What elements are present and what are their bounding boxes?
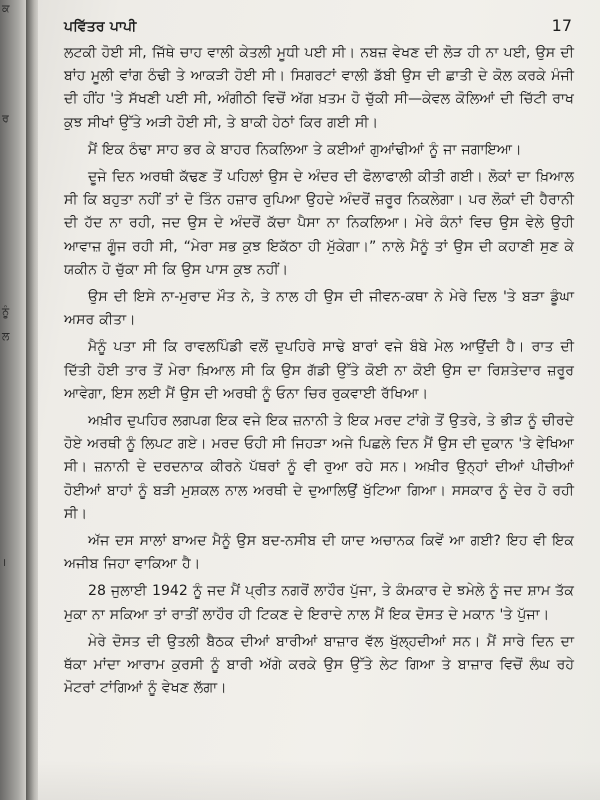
paragraph: ਮੈਂ ਇਕ ਠੰਢਾ ਸਾਹ ਭਰ ਕੇ ਬਾਹਰ ਨਿਕਲਿਆ ਤੇ ਕਈਆਂ ਗੁਆਂਢੀਆਂ ਨੂੰ ਜਾ ਜਗਾਇਆ। (88, 141, 522, 158)
paragraph: ਮੇਰੇ ਦੋਸਤ ਦੀ ਉਤਲੀ ਬੈਠਕ ਦੀਆਂ ਬਾਰੀਆਂ ਬਾਜ਼ਾਰ ਵੱਲ ਖੁੱਲ੍ਹਦੀਆਂ ਸਨ। ਮੈਂ ਸਾਰੇ ਦਿਨ ਦਾ ਥੱਕਾ ਮਾਂਦਾ ਆਰਾਮ ਕੁਰਸੀ ਨੂੰ ਬਾਰੀ ਅੱਗੇ ਕਰਕੇ ਉਸ ਉੱਤੇ ਲੇਟ ਗਿਆ ਤੇ ਬਾਜ਼ਾਰ ਵਿਚੋਂ ਲੰਘ ਰਹੇ ਮੋਟਰਾਂ ਟਾਂਗਿਆਂ ਨੂੰ ਵੇਖਣ ਲੱਗਾ। (64, 633, 574, 697)
adjacent-page-edge (0, 0, 26, 800)
paragraph: ਅੱਜ ਦਸ ਸਾਲਾਂ ਬਾਅਦ ਮੈਨੂੰ ਉਸ ਬਦ-ਨਸੀਬ ਦੀ ਯਾਦ ਅਚਾਨਕ ਕਿਵੇਂ ਆ ਗਈ? ਇਹ ਵੀ ਇਕ ਅਜੀਬ ਜਿਹਾ ਵਾਕਿਆ ਹੈ। (64, 533, 574, 573)
page-shadow (38, 760, 600, 800)
running-header (64, 16, 574, 38)
paragraph: 28 ਜੁਲਾਈ 1942 ਨੂੰ ਜਦ ਮੈਂ ਪ੍ਰੀਤ ਨਗਰੋਂ ਲਾਹੌਰ ਪੁੱਜਾ, ਤੇ ਕੰਮਕਾਰ ਦੇ ਝਮੇਲੇ ਨੂੰ ਜਦ ਸ਼ਾਮ ਤੱਕ ਮੁਕਾ ਨਾ ਸਕਿਆ ਤਾਂ ਰਾਤੀਂ ਲਾਹੌਰ ਹੀ ਟਿਕਣ ਦੇ ਇਰਾਦੇ ਨਾਲ ਮੈਂ ਇਕ ਦੋਸਤ ਦੇ ਮਕਾਨ 'ਤੇ ਪੁੱਜਾ। (64, 583, 574, 623)
page-number: 17 (551, 16, 572, 35)
adjacent-page-fragment: ਰ (2, 112, 9, 125)
adjacent-page-fragment: ਕ (2, 2, 10, 15)
paragraph: ਉਸ ਦੀ ਇਸੇ ਨਾ-ਮੁਰਾਦ ਮੌਤ ਨੇ, ਤੇ ਨਾਲ ਹੀ ਉਸ ਦੀ ਜੀਵਨ-ਕਥਾ ਨੇ ਮੇਰੇ ਦਿਲ 'ਤੇ ਬੜਾ ਡੂੰਘਾ ਅਸਰ ਕੀਤਾ। (64, 289, 574, 329)
adjacent-page-fragment: ਨੂੰ (2, 305, 10, 318)
book-page (38, 0, 600, 800)
paragraph: ਦੂਜੇ ਦਿਨ ਅਰਥੀ ਕੱਢਣ ਤੋਂ ਪਹਿਲਾਂ ਉਸ ਦੇ ਅੰਦਰ ਦੀ ਫੋਲਾਫਾਲੀ ਕੀਤੀ ਗਈ। ਲੋਕਾਂ ਦਾ ਖ਼ਿਆਲ ਸੀ ਕਿ ਬਹੁਤਾ ਨਹੀਂ ਤਾਂ ਦੋ ਤਿੰਨ ਹਜ਼ਾਰ ਰੁਪਿਆ ਉਹਦੇ ਅੰਦਰੋਂ ਜ਼ਰੂਰ ਨਿਕਲੇਗਾ। ਪਰ ਲੋਕਾਂ ਦੀ ਹੈਰਾਨੀ ਦੀ ਹੱਦ ਨਾ ਰਹੀ, ਜਦ ਉਸ ਦੇ ਅੰਦਰੋਂ ਕੱਚਾ ਪੈਸਾ ਨਾ ਨਿਕਲਿਆ। ਮੇਰੇ ਕੰਨਾਂ ਵਿਚ ਉਸ ਵੇਲੇ ਉਹੀ ਆਵਾਜ਼ ਗੂੰਜ ਰਹੀ ਸੀ, “ਮੇਰਾ ਸਭ ਕੁਝ ਇਕੱਠਾ ਹੀ ਮੁੱਕੇਗਾ।” ਨਾਲੇ ਮੈਨੂੰ ਤਾਂ ਉਸ ਦੀ ਕਹਾਣੀ ਸੁਣ ਕੇ ਯਕੀਨ ਹੋ ਚੁੱਕਾ ਸੀ ਕਿ ਉਸ ਪਾਸ ਕੁਝ ਨਹੀਂ। (64, 169, 574, 278)
paragraph: ਮੈਨੂੰ ਪਤਾ ਸੀ ਕਿ ਰਾਵਲਪਿੰਡੀ ਵਲੋਂ ਦੁਪਹਿਰੇ ਸਾਢੇ ਬਾਰਾਂ ਵਜੇ ਬੰਬੇ ਮੇਲ ਆਉਂਦੀ ਹੈ। ਰਾਤ ਦੀ ਦਿੱਤੀ ਹੋਈ ਤਾਰ ਤੋਂ ਮੇਰਾ ਖ਼ਿਆਲ ਸੀ ਕਿ ਉਸ ਗੱਡੀ ਉੱਤੇ ਕੋਈ ਨਾ ਕੋਈ ਉਸ ਦਾ ਰਿਸ਼ਤੇਦਾਰ ਜ਼ਰੂਰ ਆਵੇਗਾ, ਇਸ ਲਈ ਮੈਂ ਉਸ ਦੀ ਅਰਥੀ ਨੂੰ ਓਨਾ ਚਿਰ ਰੁਕਵਾਈ ਰੱਖਿਆ। (64, 339, 574, 402)
adjacent-page-fragment: ਲ (2, 330, 10, 343)
adjacent-page-fragment: । (2, 556, 7, 569)
paragraph: ਅਖ਼ੀਰ ਦੁਪਹਿਰ ਲਗਪਗ ਇਕ ਵਜੇ ਇਕ ਜ਼ਨਾਨੀ ਤੇ ਇਕ ਮਰਦ ਟਾਂਗੇ ਤੋਂ ਉਤਰੇ, ਤੇ ਭੀੜ ਨੂੰ ਚੀਰਦੇ ਹੋਏ ਅਰਥੀ ਨੂੰ ਲਿਪਟ ਗਏ। ਮਰਦ ਓਹੀ ਸੀ ਜਿਹੜਾ ਅਜੇ ਪਿਛਲੇ ਦਿਨ ਮੈਂ ਉਸ ਦੀ ਦੁਕਾਨ 'ਤੇ ਵੇਖਿਆ ਸੀ। ਜ਼ਨਾਨੀ ਦੇ ਦਰਦਨਾਕ ਕੀਰਨੇ ਪੱਥਰਾਂ ਨੂੰ ਵੀ ਰੁਆ ਰਹੇ ਸਨ। ਅਖ਼ੀਰ ਉਨ੍ਹਾਂ ਦੀਆਂ ਪੀਚੀਆਂ ਹੋਈਆਂ ਬਾਹਾਂ ਨੂੰ ਬੜੀ ਮੁਸ਼ਕਲ ਨਾਲ ਅਰਥੀ ਦੇ ਦੁਆਲਿਉਂ ਖੁੱਟਿਆ ਗਿਆ। ਸਸਕਾਰ ਨੂੰ ਦੇਰ ਹੋ ਰਹੀ ਸੀ। (64, 413, 574, 522)
paragraph: ਲਟਕੀ ਹੋਈ ਸੀ, ਜਿੱਥੇ ਚਾਹ ਵਾਲੀ ਕੇਤਲੀ ਮੂਧੀ ਪਈ ਸੀ। ਨਬਜ਼ ਵੇਖਣ ਦੀ ਲੋੜ ਹੀ ਨਾ ਪਈ, ਉਸ ਦੀ ਬਾਂਹ ਮੂਲੀ ਵਾਂਗ ਠੰਢੀ ਤੇ ਆਕੜੀ ਹੋਈ ਸੀ। ਸਿਗਰਟਾਂ ਵਾਲੀ ਡੱਬੀ ਉਸ ਦੀ ਛਾਤੀ ਦੇ ਕੋਲ ਕਰਕੇ ਮੰਜੀ ਦੀ ਹੀਂਹ 'ਤੇ ਸੱਖਣੀ ਪਈ ਸੀ, ਅੰਗੀਠੀ ਵਿਚੋਂ ਅੱਗ ਖ਼ਤਮ ਹੋ ਚੁੱਕੀ ਸੀ—ਕੇਵਲ ਕੋਲਿਆਂ ਦੀ ਚਿੱਟੀ ਰਾਖ ਕੁਝ ਸੀਖਾਂ ਉੱਤੇ ਅੜੀ ਹੋਈ ਸੀ, ਤੇ ਬਾਕੀ ਹੇਠਾਂ ਕਿਰ ਗਈ ਸੀ। (64, 45, 574, 131)
running-title: ਪਵਿੱਤਰ ਪਾਪੀ (64, 19, 137, 35)
